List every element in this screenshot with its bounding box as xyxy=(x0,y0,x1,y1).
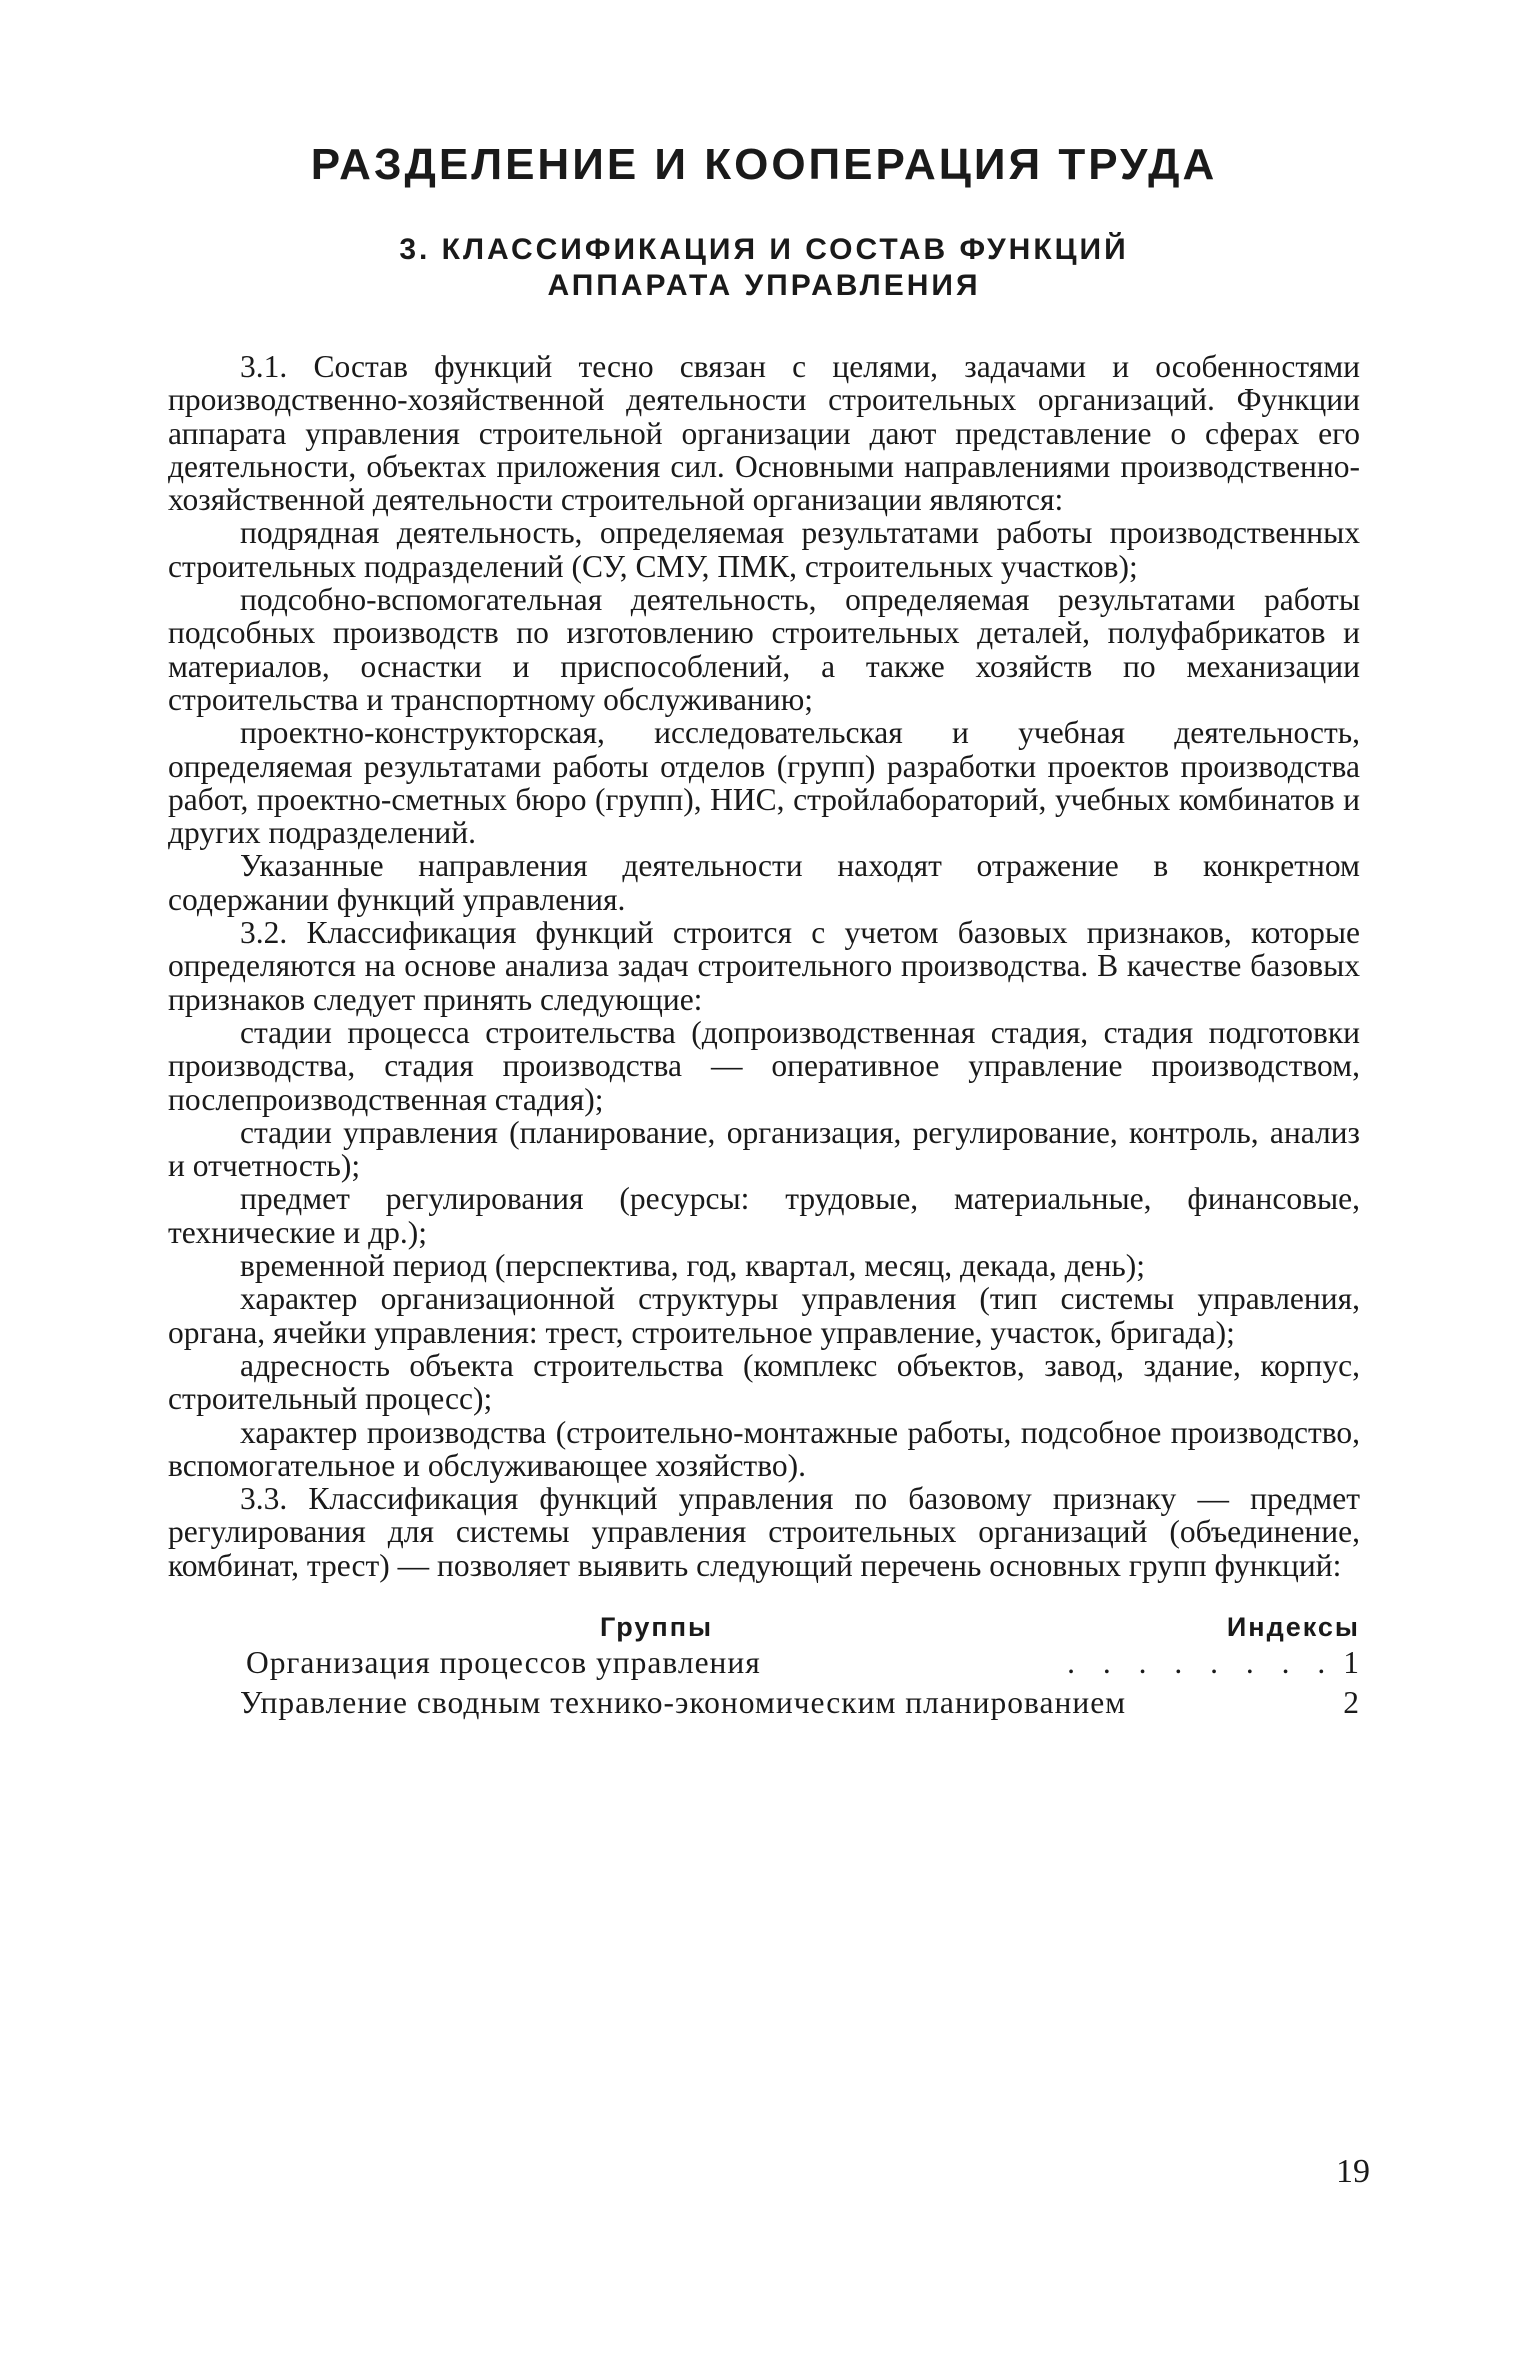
paragraph: характер организационной структуры управления (тип системы управления, органа, ячейки управления: трест, строительное управление, участок, бригада); xyxy=(168,1281,1360,1350)
paragraph: предмет регулирования (ресурсы: трудовые, материальные, финансовые, технические и др.); xyxy=(168,1181,1360,1250)
page-number: 19 xyxy=(1336,2153,1370,2190)
section-title-line-2: АППАРАТА УПРАВЛЕНИЯ xyxy=(547,269,981,302)
paragraph: адресность объекта строительства (комплекс объектов, завод, здание, корпус, строительный процесс); xyxy=(168,1347,1360,1417)
paragraph: 3.3. Классификация функций управления по базовому признаку — предмет регулирования для системы управления строительных организаций (объединение, комбинат, трест) — позволяет выявить следующий перечень основных групп функций: xyxy=(168,1481,1360,1583)
paragraph: 3.1. Состав функций тесно связан с целями, задачами и особенностями производственно-хозяйственной деятельности строительных организаций. Функции аппарата управления строительной организации дают представление о сферах его деятельности, объектах приложения сил. Основными направлениями производственно-хозяйственной деятельности строительной организации являются: xyxy=(168,349,1360,518)
paragraph: проектно-конструкторская, исследовательская и учебная деятельность, определяемая результатами работы отделов (групп) разработки проектов производства работ, проектно-сметных бюро (групп), НИС, стройлабораторий, учебных комбинатов и других подразделений. xyxy=(168,715,1360,851)
main-title: РАЗДЕЛЕНИЕ И КООПЕРАЦИЯ ТРУДА xyxy=(310,140,1218,189)
paragraph: стадии управления (планирование, организация, регулирование, контроль, анализ и отчетность); xyxy=(168,1114,1360,1184)
section-title xyxy=(168,232,1360,304)
paragraph: 3.2. Классификация функций строится с учетом базовых признаков, которые определяются на основе анализа задач строительного производства. В качестве базовых признаков следует принять следующие: xyxy=(168,915,1360,1017)
section-title-line-1: 3. КЛАССИФИКАЦИЯ И СОСТАВ ФУНКЦИЙ xyxy=(399,233,1129,266)
paragraph: подсобно-вспомогательная деятельность, определяемая результатами работы подсобных производств по изготовлению строительных деталей, полуфабрикатов и материалов, оснастки и приспособлений, а также хозяйств по механизации строительства и транспортному обслуживанию; xyxy=(168,582,1360,717)
paragraph: характер производства (строительно-монтажные работы, подсобное производство, вспомогательное и обслуживающее хозяйство). xyxy=(168,1414,1360,1483)
groups-table-header xyxy=(168,1612,1360,1643)
index-column-header: Индексы xyxy=(1226,1611,1360,1642)
paragraph: подрядная деятельность, определяемая результатами работы производственных строительных подразделений (СУ, СМУ, ПМК, строительных участков); xyxy=(168,515,1360,584)
document-page xyxy=(168,140,1360,1723)
paragraph: стадии процесса строительства (допроизводственная стадия, стадия подготовки производства, стадия производства — оперативное управление производством, послепроизводственная стадия); xyxy=(168,1014,1360,1117)
group-index: 1 xyxy=(1343,1644,1360,1680)
group-index: 2 xyxy=(1343,1684,1360,1720)
groups-table-row xyxy=(168,1643,1360,1683)
group-label: Организация процессов управления xyxy=(246,1644,761,1680)
groups-column-header: Группы xyxy=(600,1611,714,1642)
groups-table-row xyxy=(168,1683,1360,1723)
paragraph: Указанные направления деятельности находят отражение в конкретном содержании функций управления. xyxy=(168,848,1360,917)
dot-leader: . . . . . . . . xyxy=(1067,1644,1336,1680)
body-text xyxy=(168,350,1360,1582)
paragraph: временной период (перспектива, год, квартал, месяц, декада, день); xyxy=(240,1248,1146,1284)
group-label: Управление сводным технико-экономическим планированием xyxy=(240,1684,1127,1720)
